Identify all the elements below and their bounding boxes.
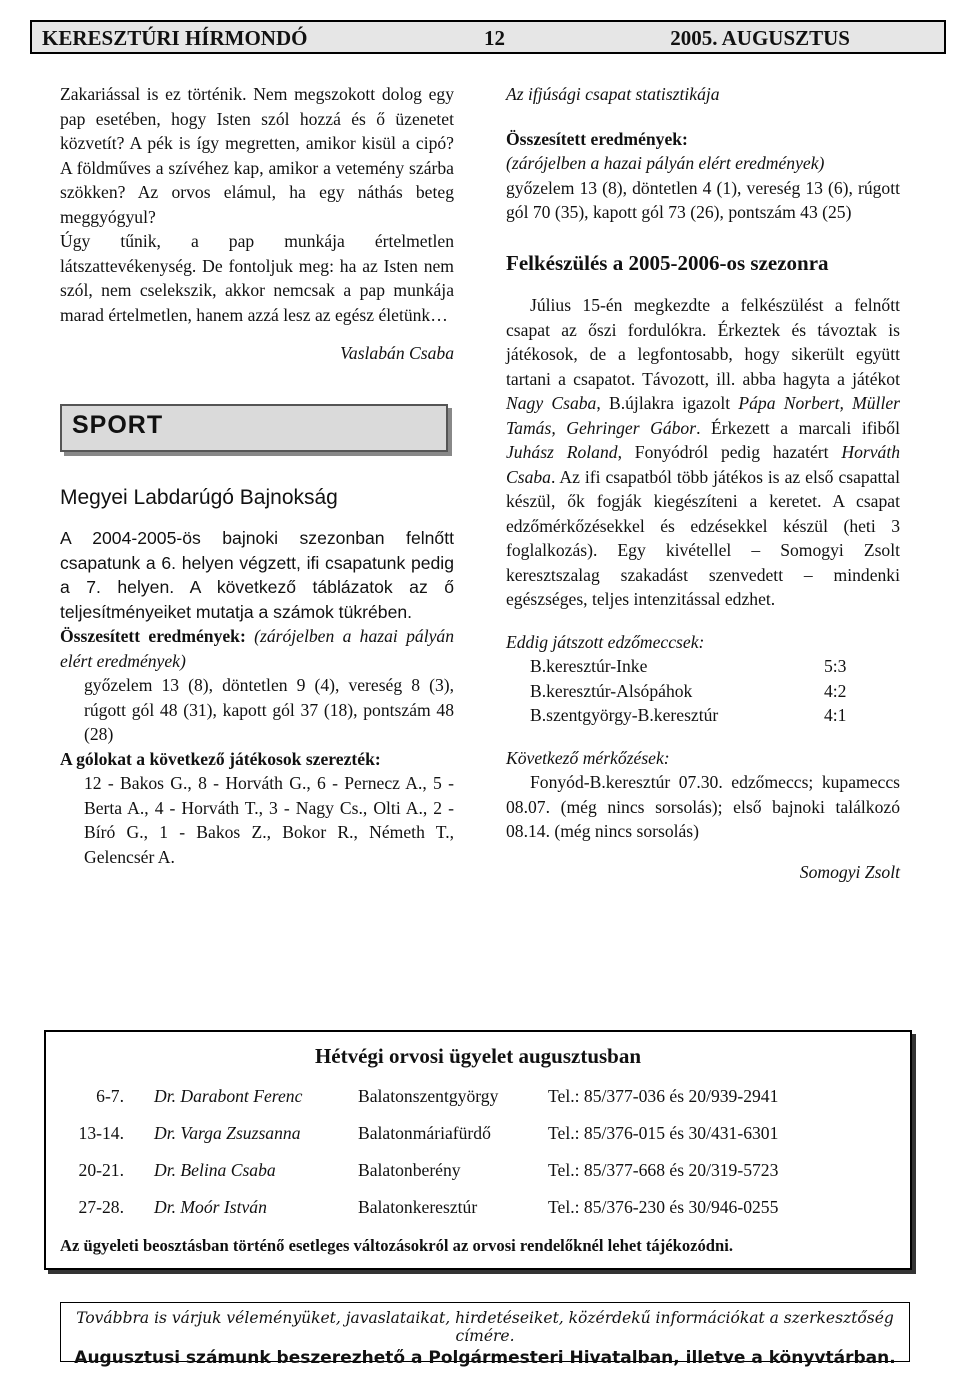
youth-results-note: (zárójelben a hazai pályán elért eredmények) — [506, 153, 825, 173]
player-name: Nagy Csaba — [506, 393, 597, 413]
issue-date: 2005. AUGUSZTUS — [670, 26, 850, 50]
scorers-label: A gólokat a következő játékosok szerezték: — [60, 748, 381, 769]
article-signature: Somogyi Zsolt — [799, 861, 900, 882]
page-header — [30, 20, 946, 54]
youth-results: győzelem 13 (8), döntetlen 4 (1), vereség 13 (6), rúgott gól 70 (35), kapott gól 73 (26), pontszám 43 (25) — [506, 177, 900, 222]
results-intro — [60, 624, 454, 673]
footer-box — [60, 1302, 910, 1368]
left-column — [60, 82, 454, 869]
article-paragraph: Zakariással is ez történik. Nem megszokott dolog egy pap esetében, hogy Isten szól hozzá és ő üzenetet közvetít? A pék is így megretten, amikor kisül a cipó? A földműves a szívéhez kap, amikor a vetemény szárba szökken? Az orvos elámul, ha egy náthás beteg meggyógyul? — [60, 84, 454, 227]
section-heading: Megyei Labdarúgó Bajnokság — [60, 485, 338, 509]
duty-title: Hétvégi orvosi ügyelet augusztusban — [314, 1044, 642, 1068]
article-paragraph: Úgy tűnik, a pap munkája értelmetlen látszattevékenység. De fontoljuk meg: ha az Isten nem szól, nem cselekszik, akkor nemcsak a pap munkája marad értelmetlen, hanem azzá lesz az egész életünk… — [60, 231, 454, 325]
scorers-list: 12 - Bakos G., 8 - Horváth G., 6 - Pernecz A., 5 - Berta A., 4 - Horváth T., 3 - Nagy Cs., Olti A., 2 - Bíró G., 1 - Bakos Z., Bokor R., Németh T., Gelencsér A. — [84, 773, 454, 867]
player-name: Juhász Roland — [506, 442, 618, 462]
prep-heading: Felkészülés a 2005-2006-os szezonra — [506, 250, 829, 275]
sport-label: SPORT — [72, 410, 164, 439]
results-label: Összesített eredmények: — [60, 626, 246, 646]
next-matches: Fonyód-B.keresztúr 07.30. edzőmeccs; kupameccs 08.07. (még nincs sorsolás); első bajnoki találkozó 08.14. (még nincs sorsolás) — [506, 772, 900, 841]
season-summary: A 2004-2005-ös bajnoki szezonban felnőtt csapatunk a 6. helyen végzett, ifi csapatunk pedig a 7. helyen. A következő táblázatok az ő teljesítményeiket mutatja a számok tükrében. — [60, 528, 454, 622]
results-note: (zárójelben a hazai pályán elért eredmények) — [60, 626, 454, 671]
table-row: B.keresztúr-Alsópáhok 4:2 — [530, 680, 847, 701]
played-label: Eddig játszott edzőmeccsek: — [506, 631, 705, 652]
played-matches-table — [530, 654, 846, 728]
footer-line-2: Augusztusi számunk beszerezhető a Polgármesteri Hivatalban, illetve a könyvtárban. — [74, 1348, 896, 1368]
prep-paragraph: Július 15-én megkezdte a felkészülést a felnőtt csapat az őszi fordulókra. Érkeztek és távoztak is játékosok, de a legfontosabb, hogy sikerült együtt tartani a csapatot. Távozott, ill. abba hagyta a játékot Nagy Csaba, B.újlakra igazolt Pápa Norbert, Müller Tamás, Gehringer Gábor. Érkezett a marcali ifiből Juhász Roland, Fonyódról pedig hazatért Horváth Csaba. Az ifi csapatból több játékos is az első csapattal készül, ők fogják kiegészíteni a keretet. A csapat edzőmérkőzésekkel és edzésekkel készül (heti 3 foglalkozás). Egy kivétellel – Somogyi Zsolt keresztszalag szakadást szenvedett – mindenki egészséges, teljes intenzitással edzhet. — [506, 295, 901, 609]
medical-duty-box: Hétvégi orvosi ügyelet augusztusban 6-7. Dr. Darabont Ferenc Balatonszentgyörgy Tel.: 85/377-036 és 20/939-2941 13-14. Dr. Varga Zsuzsanna Balatonmáriafürdő Tel.: 85/376-015 és 30/431-6301 20-21. Dr. Belina Csaba Balatonberény Tel.: 85/377-668 és 20/319-5723 27-28. Dr. Moór István Balatonkeresztúr Tel.: 85/376-230 és 30/946-0255 Az ügyeleti beosztásban történő esetleges változásokról az orvosi rendelőknél lehet tájékozódni. — [44, 1030, 912, 1270]
footer-line-1: Továbbra is várjuk véleményüket, javaslataikat, hirdetéseiket, közérdekű információkat a szerkesztőség címére. — [76, 1309, 894, 1345]
duty-note: Az ügyeleti beosztásban történő esetleges változásokról az orvosi rendelőknél lehet tájékozódni. — [60, 1236, 734, 1255]
player-name: Pápa Norbert, Müller Tamás, Gehringer Gábor — [506, 393, 900, 438]
newspaper-title: KERESZTÚRI HÍRMONDÓ — [42, 26, 308, 50]
page-number: 12 — [484, 26, 505, 50]
table-row: B.szentgyörgy-B.keresztúr 4:1 — [530, 705, 847, 725]
results-text: győzelem 13 (8), döntetlen 9 (4), vereség 8 (3), rúgott gól 48 (31), kapott gól 37 (18), pontszám 48 (28) — [84, 675, 454, 744]
player-name: Horváth Csaba — [506, 442, 901, 487]
table-row: B.keresztúr-Inke 5:3 — [530, 656, 847, 676]
youth-results-label: Összesített eredmények: — [506, 128, 688, 149]
sport-section-banner — [60, 404, 448, 452]
youth-title: Az ifjúsági csapat statisztikája — [506, 84, 720, 104]
right-column — [506, 82, 900, 884]
next-label: Következő mérkőzések: — [506, 747, 670, 768]
article-signature: Vaslabán Csaba — [340, 343, 454, 363]
